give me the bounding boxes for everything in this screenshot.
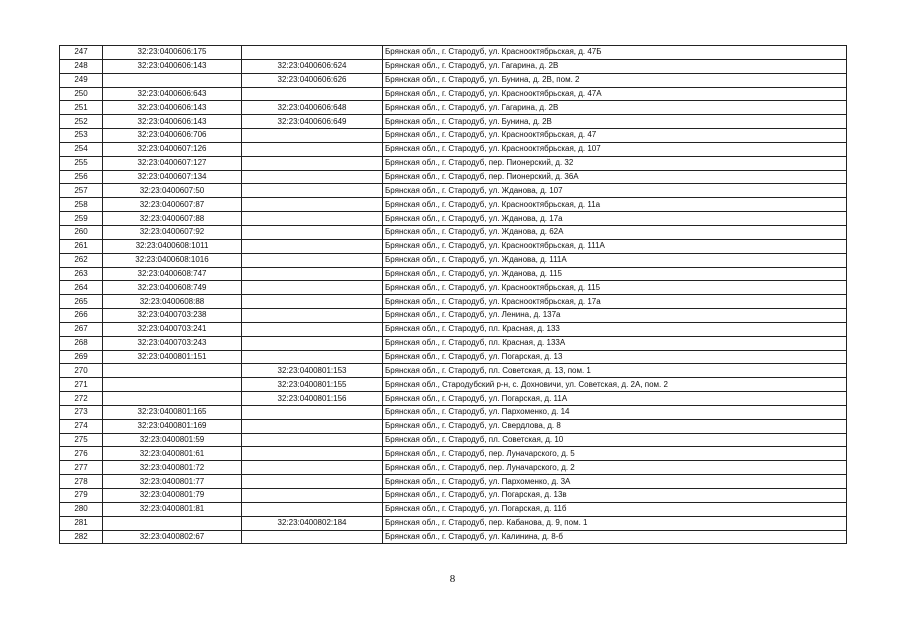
cadastral-number-cell: 32:23:0400802:67 bbox=[103, 530, 242, 544]
address-cell: Брянская обл., г. Стародуб, ул. Краснооктябрьская, д. 115 bbox=[383, 281, 847, 295]
address-cell: Брянская обл., г. Стародуб, ул. Жданова, д. 17а bbox=[383, 212, 847, 226]
cadastral-number-cell: 32:23:0400608:1016 bbox=[103, 253, 242, 267]
table-row bbox=[60, 392, 847, 406]
cadastral-number-secondary-cell: 32:23:0400606:626 bbox=[242, 73, 383, 87]
table-row bbox=[60, 87, 847, 101]
cadastral-number-cell: 32:23:0400606:143 bbox=[103, 101, 242, 115]
property-table bbox=[59, 45, 847, 544]
cadastral-number-secondary-cell bbox=[242, 309, 383, 323]
row-number-cell: 256 bbox=[60, 170, 103, 184]
table-row bbox=[60, 322, 847, 336]
address-cell: Брянская обл., г. Стародуб, ул. Жданова, д. 111А bbox=[383, 253, 847, 267]
row-number-cell: 280 bbox=[60, 502, 103, 516]
row-number-cell: 258 bbox=[60, 198, 103, 212]
table-row bbox=[60, 516, 847, 530]
cadastral-number-cell: 32:23:0400606:706 bbox=[103, 129, 242, 143]
row-number-cell: 274 bbox=[60, 419, 103, 433]
address-cell: Брянская обл., г. Стародуб, ул. Жданова, д. 107 bbox=[383, 184, 847, 198]
cadastral-number-cell: 32:23:0400801:72 bbox=[103, 461, 242, 475]
address-cell: Брянская обл., г. Стародуб, пл. Красная, д. 133А bbox=[383, 336, 847, 350]
table-row bbox=[60, 253, 847, 267]
cadastral-number-secondary-cell bbox=[242, 184, 383, 198]
address-cell: Брянская обл., г. Стародуб, ул. Бунина, д. 2В bbox=[383, 115, 847, 129]
table-row bbox=[60, 350, 847, 364]
table-row bbox=[60, 433, 847, 447]
cadastral-number-cell: 32:23:0400606:143 bbox=[103, 115, 242, 129]
cadastral-number-secondary-cell: 32:23:0400606:648 bbox=[242, 101, 383, 115]
row-number-cell: 259 bbox=[60, 212, 103, 226]
table-row bbox=[60, 101, 847, 115]
row-number-cell: 267 bbox=[60, 322, 103, 336]
row-number-cell: 264 bbox=[60, 281, 103, 295]
address-cell: Брянская обл., г. Стародуб, пер. Луначарского, д. 5 bbox=[383, 447, 847, 461]
table-row bbox=[60, 115, 847, 129]
table-body bbox=[60, 46, 847, 544]
cadastral-number-secondary-cell bbox=[242, 253, 383, 267]
address-cell: Брянская обл., г. Стародуб, ул. Краснооктябрьская, д. 107 bbox=[383, 142, 847, 156]
page-number: 8 bbox=[449, 573, 456, 585]
address-cell: Брянская обл., г. Стародуб, ул. Погарская, д. 13 bbox=[383, 350, 847, 364]
cadastral-number-cell: 32:23:0400607:88 bbox=[103, 212, 242, 226]
address-cell: Брянская обл., г. Стародуб, пер. Луначарского, д. 2 bbox=[383, 461, 847, 475]
address-cell: Брянская обл., г. Стародуб, ул. Пархоменко, д. 14 bbox=[383, 405, 847, 419]
table-row bbox=[60, 447, 847, 461]
cadastral-number-cell: 32:23:0400607:92 bbox=[103, 225, 242, 239]
address-cell: Брянская обл., г. Стародуб, ул. Калинина, д. 8-б bbox=[383, 530, 847, 544]
row-number-cell: 262 bbox=[60, 253, 103, 267]
cadastral-number-cell bbox=[103, 364, 242, 378]
table-row bbox=[60, 73, 847, 87]
cadastral-number-cell: 32:23:0400606:643 bbox=[103, 87, 242, 101]
row-number-cell: 273 bbox=[60, 405, 103, 419]
cadastral-number-secondary-cell bbox=[242, 475, 383, 489]
cadastral-number-secondary-cell bbox=[242, 350, 383, 364]
row-number-cell: 261 bbox=[60, 239, 103, 253]
cadastral-number-secondary-cell bbox=[242, 267, 383, 281]
cadastral-number-secondary-cell bbox=[242, 530, 383, 544]
row-number-cell: 257 bbox=[60, 184, 103, 198]
row-number-cell: 253 bbox=[60, 129, 103, 143]
address-cell: Брянская обл., г. Стародуб, ул. Краснооктябрьская, д. 11а bbox=[383, 198, 847, 212]
row-number-cell: 248 bbox=[60, 59, 103, 73]
table-row bbox=[60, 129, 847, 143]
cadastral-number-secondary-cell bbox=[242, 405, 383, 419]
table-row bbox=[60, 225, 847, 239]
cadastral-number-secondary-cell bbox=[242, 489, 383, 503]
table-row bbox=[60, 170, 847, 184]
row-number-cell: 281 bbox=[60, 516, 103, 530]
cadastral-number-cell: 32:23:0400703:243 bbox=[103, 336, 242, 350]
table-row bbox=[60, 489, 847, 503]
cadastral-number-cell: 32:23:0400606:143 bbox=[103, 59, 242, 73]
table-row bbox=[60, 336, 847, 350]
row-number-cell: 254 bbox=[60, 142, 103, 156]
address-cell: Брянская обл., г. Стародуб, ул. Гагарина, д. 2В bbox=[383, 59, 847, 73]
cadastral-number-secondary-cell: 32:23:0400801:155 bbox=[242, 378, 383, 392]
table-row bbox=[60, 419, 847, 433]
cadastral-number-secondary-cell bbox=[242, 225, 383, 239]
address-cell: Брянская обл., г. Стародуб, ул. Свердлова, д. 8 bbox=[383, 419, 847, 433]
cadastral-number-secondary-cell bbox=[242, 212, 383, 226]
address-cell: Брянская обл., г. Стародуб, ул. Погарская, д. 13в bbox=[383, 489, 847, 503]
cadastral-number-secondary-cell bbox=[242, 156, 383, 170]
table-row bbox=[60, 142, 847, 156]
address-cell: Брянская обл., г. Стародуб, ул. Краснооктябрьская, д. 47А bbox=[383, 87, 847, 101]
table-row bbox=[60, 46, 847, 60]
row-number-cell: 255 bbox=[60, 156, 103, 170]
address-cell: Брянская обл., г. Стародуб, ул. Ленина, д. 137а bbox=[383, 309, 847, 323]
address-cell: Брянская обл., г. Стародуб, пл. Красная, д. 133 bbox=[383, 322, 847, 336]
cadastral-number-secondary-cell bbox=[242, 87, 383, 101]
cadastral-number-secondary-cell bbox=[242, 502, 383, 516]
row-number-cell: 252 bbox=[60, 115, 103, 129]
cadastral-number-cell: 32:23:0400606:175 bbox=[103, 46, 242, 60]
row-number-cell: 263 bbox=[60, 267, 103, 281]
row-number-cell: 272 bbox=[60, 392, 103, 406]
cadastral-number-secondary-cell bbox=[242, 281, 383, 295]
cadastral-number-cell: 32:23:0400801:61 bbox=[103, 447, 242, 461]
address-cell: Брянская обл., г. Стародуб, ул. Погарская, д. 11б bbox=[383, 502, 847, 516]
cadastral-number-secondary-cell bbox=[242, 336, 383, 350]
cadastral-number-cell: 32:23:0400607:134 bbox=[103, 170, 242, 184]
row-number-cell: 270 bbox=[60, 364, 103, 378]
address-cell: Брянская обл., г. Стародуб, ул. Гагарина, д. 2В bbox=[383, 101, 847, 115]
cadastral-number-cell: 32:23:0400608:88 bbox=[103, 295, 242, 309]
table-row bbox=[60, 239, 847, 253]
cadastral-number-cell: 32:23:0400801:151 bbox=[103, 350, 242, 364]
cadastral-number-cell: 32:23:0400607:50 bbox=[103, 184, 242, 198]
table-row bbox=[60, 475, 847, 489]
address-cell: Брянская обл., г. Стародуб, ул. Краснооктябрьская, д. 111А bbox=[383, 239, 847, 253]
address-cell: Брянская обл., г. Стародуб, пер. Пионерский, д. 36А bbox=[383, 170, 847, 184]
address-cell: Брянская обл., г. Стародуб, ул. Краснооктябрьская, д. 17а bbox=[383, 295, 847, 309]
address-cell: Брянская обл., г. Стародуб, пл. Советская, д. 13, пом. 1 bbox=[383, 364, 847, 378]
address-cell: Брянская обл., г. Стародуб, ул. Краснооктябрьская, д. 47Б bbox=[383, 46, 847, 60]
row-number-cell: 251 bbox=[60, 101, 103, 115]
cadastral-number-secondary-cell bbox=[242, 129, 383, 143]
cadastral-number-cell: 32:23:0400607:126 bbox=[103, 142, 242, 156]
cadastral-number-secondary-cell bbox=[242, 322, 383, 336]
cadastral-number-cell: 32:23:0400801:59 bbox=[103, 433, 242, 447]
row-number-cell: 266 bbox=[60, 309, 103, 323]
cadastral-number-cell bbox=[103, 516, 242, 530]
cadastral-number-cell: 32:23:0400607:87 bbox=[103, 198, 242, 212]
cadastral-number-secondary-cell bbox=[242, 295, 383, 309]
cadastral-number-cell: 32:23:0400801:169 bbox=[103, 419, 242, 433]
row-number-cell: 269 bbox=[60, 350, 103, 364]
row-number-cell: 265 bbox=[60, 295, 103, 309]
cadastral-number-cell: 32:23:0400801:79 bbox=[103, 489, 242, 503]
cadastral-number-secondary-cell bbox=[242, 46, 383, 60]
table-row bbox=[60, 267, 847, 281]
cadastral-number-cell bbox=[103, 73, 242, 87]
cadastral-number-cell: 32:23:0400801:165 bbox=[103, 405, 242, 419]
row-number-cell: 250 bbox=[60, 87, 103, 101]
table-row bbox=[60, 530, 847, 544]
cadastral-number-secondary-cell: 32:23:0400801:156 bbox=[242, 392, 383, 406]
cadastral-number-secondary-cell bbox=[242, 239, 383, 253]
cadastral-number-cell: 32:23:0400608:747 bbox=[103, 267, 242, 281]
address-cell: Брянская обл., г. Стародуб, пл. Советская, д. 10 bbox=[383, 433, 847, 447]
cadastral-number-cell bbox=[103, 392, 242, 406]
cadastral-number-secondary-cell bbox=[242, 447, 383, 461]
cadastral-number-cell: 32:23:0400801:77 bbox=[103, 475, 242, 489]
cadastral-number-secondary-cell: 32:23:0400802:184 bbox=[242, 516, 383, 530]
address-cell: Брянская обл., Стародубский р-н, с. Дохновичи, ул. Советская, д. 2А, пом. 2 bbox=[383, 378, 847, 392]
table-row bbox=[60, 461, 847, 475]
cadastral-number-secondary-cell bbox=[242, 433, 383, 447]
row-number-cell: 279 bbox=[60, 489, 103, 503]
address-cell: Брянская обл., г. Стародуб, пер. Кабанова, д. 9, пом. 1 bbox=[383, 516, 847, 530]
cadastral-number-cell: 32:23:0400608:749 bbox=[103, 281, 242, 295]
cadastral-number-secondary-cell bbox=[242, 142, 383, 156]
row-number-cell: 268 bbox=[60, 336, 103, 350]
cadastral-number-cell: 32:23:0400703:238 bbox=[103, 309, 242, 323]
cadastral-number-secondary-cell bbox=[242, 461, 383, 475]
cadastral-number-secondary-cell bbox=[242, 419, 383, 433]
address-cell: Брянская обл., г. Стародуб, ул. Жданова, д. 62А bbox=[383, 225, 847, 239]
cadastral-number-cell: 32:23:0400703:241 bbox=[103, 322, 242, 336]
table-row bbox=[60, 378, 847, 392]
cadastral-number-secondary-cell bbox=[242, 198, 383, 212]
table-row bbox=[60, 295, 847, 309]
cadastral-number-cell: 32:23:0400608:1011 bbox=[103, 239, 242, 253]
row-number-cell: 275 bbox=[60, 433, 103, 447]
row-number-cell: 260 bbox=[60, 225, 103, 239]
table-row bbox=[60, 184, 847, 198]
address-cell: Брянская обл., г. Стародуб, пер. Пионерский, д. 32 bbox=[383, 156, 847, 170]
row-number-cell: 278 bbox=[60, 475, 103, 489]
cadastral-number-cell bbox=[103, 378, 242, 392]
cadastral-number-cell: 32:23:0400607:127 bbox=[103, 156, 242, 170]
table-row bbox=[60, 309, 847, 323]
row-number-cell: 277 bbox=[60, 461, 103, 475]
table-row bbox=[60, 212, 847, 226]
cadastral-number-secondary-cell: 32:23:0400606:624 bbox=[242, 59, 383, 73]
address-cell: Брянская обл., г. Стародуб, ул. Пархоменко, д. 3А bbox=[383, 475, 847, 489]
row-number-cell: 271 bbox=[60, 378, 103, 392]
row-number-cell: 282 bbox=[60, 530, 103, 544]
row-number-cell: 247 bbox=[60, 46, 103, 60]
cadastral-number-secondary-cell: 32:23:0400606:649 bbox=[242, 115, 383, 129]
cadastral-number-secondary-cell: 32:23:0400801:153 bbox=[242, 364, 383, 378]
address-cell: Брянская обл., г. Стародуб, ул. Погарская, д. 11А bbox=[383, 392, 847, 406]
row-number-cell: 276 bbox=[60, 447, 103, 461]
table-row bbox=[60, 364, 847, 378]
table-row bbox=[60, 281, 847, 295]
cadastral-number-secondary-cell bbox=[242, 170, 383, 184]
table-row bbox=[60, 405, 847, 419]
table-row bbox=[60, 156, 847, 170]
row-number-cell: 249 bbox=[60, 73, 103, 87]
table-row bbox=[60, 502, 847, 516]
table-row bbox=[60, 198, 847, 212]
table-row bbox=[60, 59, 847, 73]
address-cell: Брянская обл., г. Стародуб, ул. Краснооктябрьская, д. 47 bbox=[383, 129, 847, 143]
address-cell: Брянская обл., г. Стародуб, ул. Жданова, д. 115 bbox=[383, 267, 847, 281]
address-cell: Брянская обл., г. Стародуб, ул. Бунина, д. 2В, пом. 2 bbox=[383, 73, 847, 87]
cadastral-number-cell: 32:23:0400801:81 bbox=[103, 502, 242, 516]
